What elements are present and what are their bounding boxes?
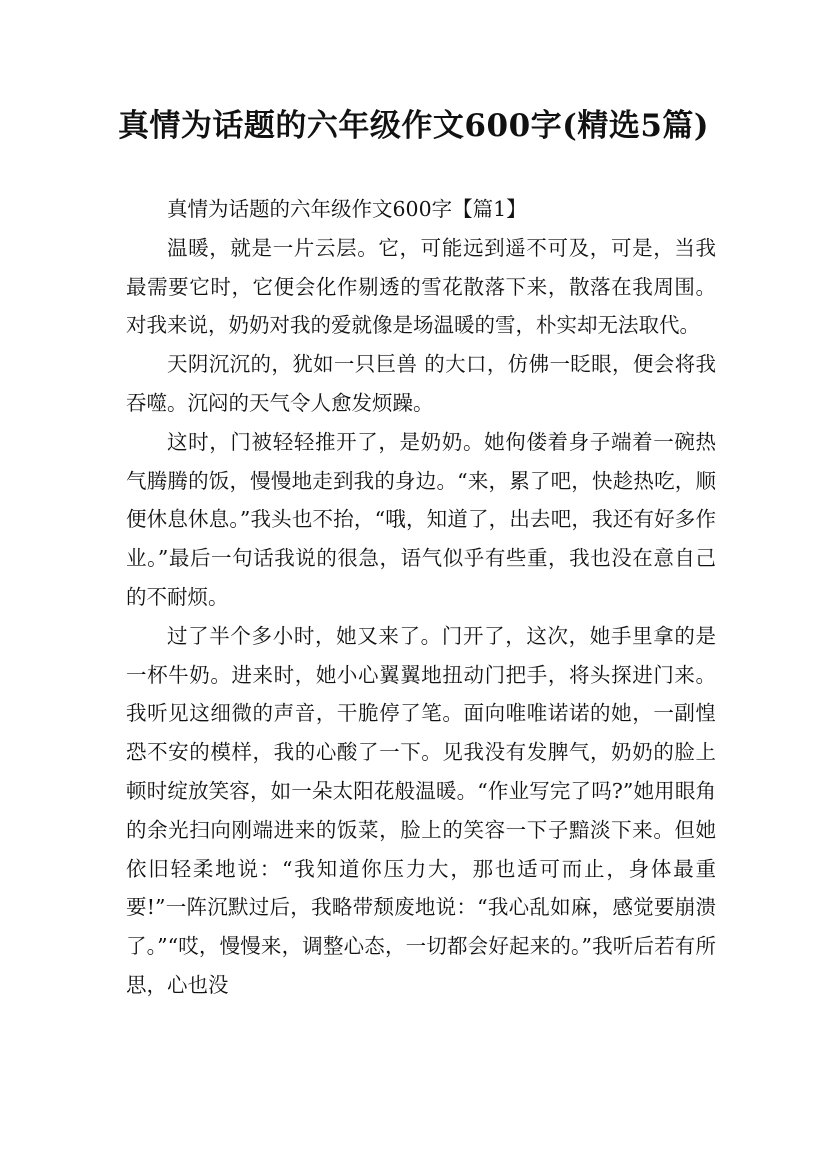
document-title: 真情为话题的六年级作文600字(精选5篇)	[117, 108, 710, 144]
section-heading: 真情为话题的六年级作文600字【篇1】	[167, 197, 527, 221]
paragraph: 天阴沉沉的，犹如一只巨兽 的大口，仿佛一眨眼，便会将我吞噬。沉闷的天气令人愈发烦躁。	[126, 352, 716, 415]
document-body	[126, 190, 716, 1005]
paragraph: 温暖，就是一片云层。它，可能远到遥不可及，可是，当我最需要它时，它便会化作剔透的雪花散落下来，散落在我周围。对我来说，奶奶对我的爱就像是场温暖的雪，朴实却无法取代。	[126, 235, 716, 338]
paragraph: 过了半个多小时，她又来了。门开了，这次，她手里拿的是一杯牛奶。进来时，她小心翼翼地扭动门把手，将头探进门来。我听见这细微的声音，干脆停了笔。面向唯唯诺诺的她，一副惶恐不安的模样，我的心酸了一下。见我没有发脾气，奶奶的脸上顿时绽放笑容，如一朵太阳花般温暖。“作业写完了吗?”她用眼角的余光扫向刚端进来的饭菜，脸上的笑容一下子黯淡下来。但她依旧轻柔地说：“我知道你压力大，那也适可而止，身体最重要!”一阵沉默过后，我略带颓废地说：“我心乱如麻，感觉要崩溃了。”“哎，慢慢来，调整心态，一切都会好起来的。”我听后若有所思，心也没	[126, 623, 716, 997]
paragraph: 这时，门被轻轻推开了，是奶奶。她佝偻着身子端着一碗热气腾腾的饭，慢慢地走到我的身边。“来，累了吧，快趁热吃，顺便休息休息。”我头也不抬，“哦，知道了，出去吧，我还有好多作业。”最后一句话我说的很急，语气似乎有些重，我也没在意自己的不耐烦。	[126, 429, 716, 609]
